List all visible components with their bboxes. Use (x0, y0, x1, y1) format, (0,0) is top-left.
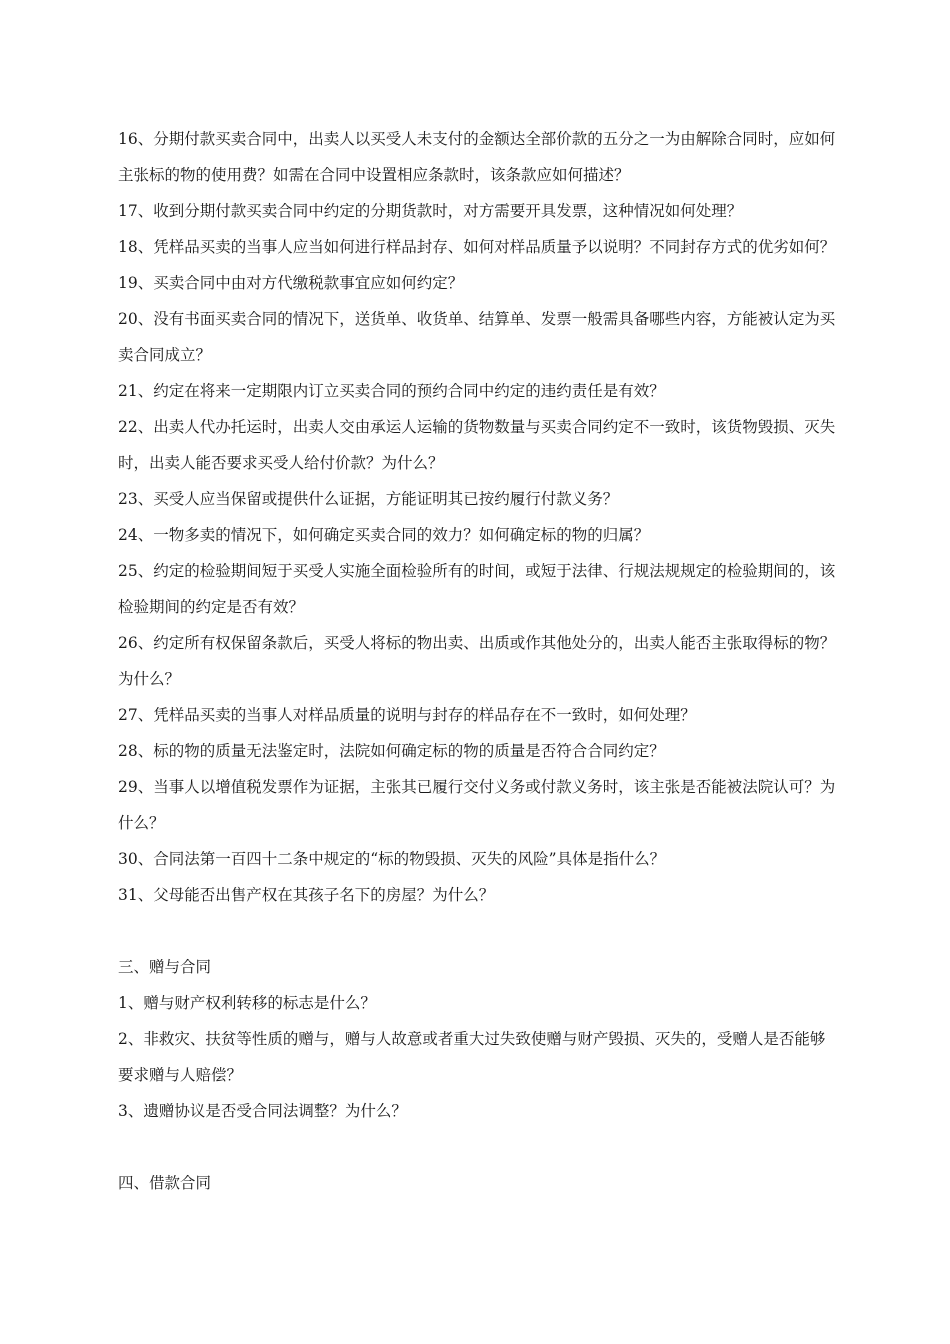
question-30: 30、合同法第一百四十二条中规定的“标的物毁损、灭失的风险”具体是指什么？ (118, 850, 666, 868)
question-22: 22、出卖人代办托运时，出卖人交由承运人运输的货物数量与买卖合同约定不一致时，该货物毁损、灭失时，出卖人能否要求买受人给付价款？为什么？ (118, 418, 836, 472)
section-spacer (118, 1129, 838, 1165)
question-19: 19、买卖合同中由对方代缴税款事宜应如何约定？ (118, 274, 464, 292)
gift-question-1: 1、赠与财产权利转移的标志是什么？ (118, 994, 376, 1012)
question-29: 29、当事人以增值税发票作为证据，主张其已履行交付义务或付款义务时，该主张是否能被法院认可？为什么？ (118, 778, 836, 832)
question-17: 17、收到分期付款买卖合同中约定的分期货款时，对方需要开具发票，这种情况如何处理？ (118, 202, 743, 220)
question-20: 20、没有书面买卖合同的情况下，送货单、收货单、结算单、发票一般需具备哪些内容，方能被认定为买卖合同成立？ (118, 310, 836, 364)
section-two-list (118, 121, 838, 913)
gift-question-3: 3、遗赠协议是否受合同法调整？为什么？ (118, 1102, 407, 1120)
question-16: 16、分期付款买卖合同中，出卖人以买受人未支付的金额达全部价款的五分之一为由解除合同时，应如何主张标的物的使用费？如需在合同中设置相应条款时，该条款应如何描述？ (118, 130, 836, 184)
section-heading-loan-contract: 四、借款合同 (118, 1174, 212, 1192)
question-23: 23、买受人应当保留或提供什么证据，方能证明其已按约履行付款义务？ (118, 490, 619, 508)
question-28: 28、标的物的质量无法鉴定时，法院如何确定标的物的质量是否符合合同约定？ (118, 742, 665, 760)
section-spacer (118, 913, 838, 949)
section-three (118, 949, 838, 1129)
question-24: 24、一物多卖的情况下，如何确定买卖合同的效力？如何确定标的物的归属？ (118, 526, 650, 544)
section-heading-gift-contract: 三、赠与合同 (118, 958, 212, 976)
question-31: 31、父母能否出售产权在其孩子名下的房屋？为什么？ (118, 886, 495, 904)
question-21: 21、约定在将来一定期限内订立买卖合同的预约合同中约定的违约责任是有效？ (118, 382, 665, 400)
question-26: 26、约定所有权保留条款后，买受人将标的物出卖、出质或作其他处分的，出卖人能否主张取得标的物？为什么？ (118, 634, 836, 688)
gift-question-2: 2、非救灾、扶贫等性质的赠与，赠与人故意或者重大过失致使赠与财产毁损、灭失的，受赠人是否能够要求赠与人赔偿？ (118, 1030, 826, 1084)
question-18: 18、凭样品买卖的当事人应当如何进行样品封存、如何对样品质量予以说明？不同封存方式的优劣如何？ (118, 238, 836, 256)
section-four (118, 1165, 838, 1201)
question-27: 27、凭样品买卖的当事人对样品质量的说明与封存的样品存在不一致时，如何处理？ (118, 706, 696, 724)
question-25: 25、约定的检验期间短于买受人实施全面检验所有的时间，或短于法律、行规法规规定的检验期间的，该检验期间的约定是否有效？ (118, 562, 836, 616)
document-body (118, 121, 838, 1201)
